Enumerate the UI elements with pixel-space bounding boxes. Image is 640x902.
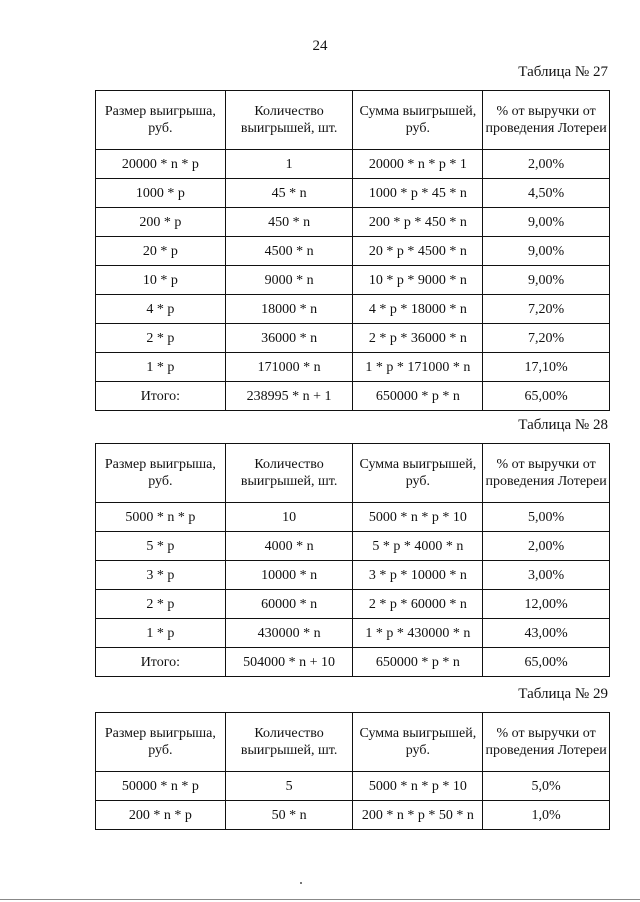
cell-prize-sum: 1 * p * 430000 * n (353, 619, 483, 648)
cell-prize-sum: 3 * p * 10000 * n (353, 561, 483, 590)
cell-prize-size: 20 * p (96, 237, 226, 266)
header-prize-sum: Сумма выигрышей, руб. (353, 713, 483, 772)
cell-total-count: 238995 * n + 1 (225, 382, 353, 411)
cell-prize-size: 10 * p (96, 266, 226, 295)
cell-prize-sum: 1000 * p * 45 * n (353, 179, 483, 208)
cell-prize-count: 1 (225, 150, 353, 179)
table-row (96, 619, 610, 648)
table-row (96, 353, 610, 382)
cell-prize-count: 60000 * n (225, 590, 353, 619)
table-28-caption: Таблица № 28 (518, 417, 608, 433)
table-row (96, 590, 610, 619)
cell-prize-count: 18000 * n (225, 295, 353, 324)
cell-prize-size: 3 * p (96, 561, 226, 590)
cell-revenue-percent: 9,00% (483, 237, 610, 266)
table-row (96, 503, 610, 532)
table-row (96, 532, 610, 561)
cell-revenue-percent: 3,00% (483, 561, 610, 590)
table-row (96, 324, 610, 353)
cell-prize-count: 4000 * n (225, 532, 353, 561)
cell-total-sum: 650000 * p * n (353, 648, 483, 677)
cell-prize-count: 5 (225, 772, 353, 801)
cell-prize-sum: 1 * p * 171000 * n (353, 353, 483, 382)
header-prize-sum: Сумма выигрышей, руб. (353, 444, 483, 503)
cell-prize-count: 9000 * n (225, 266, 353, 295)
page-number: 24 (312, 38, 328, 54)
table-row (96, 772, 610, 801)
cell-total-count: 504000 * n + 10 (225, 648, 353, 677)
cell-prize-count: 10000 * n (225, 561, 353, 590)
cell-prize-sum: 2 * p * 60000 * n (353, 590, 483, 619)
cell-revenue-percent: 4,50% (483, 179, 610, 208)
cell-prize-size: 5000 * n * p (96, 503, 226, 532)
cell-prize-sum: 20000 * n * p * 1 (353, 150, 483, 179)
table-row (96, 150, 610, 179)
table-row (96, 208, 610, 237)
cell-revenue-percent: 2,00% (483, 532, 610, 561)
table-row (96, 561, 610, 590)
header-prize-sum: Сумма выигрышей, руб. (353, 91, 483, 150)
cell-prize-count: 430000 * n (225, 619, 353, 648)
cell-prize-sum: 4 * p * 18000 * n (353, 295, 483, 324)
cell-revenue-percent: 5,0% (483, 772, 610, 801)
header-prize-size: Размер выигрыша, руб. (96, 444, 226, 503)
cell-prize-count: 450 * n (225, 208, 353, 237)
cell-revenue-percent: 9,00% (483, 266, 610, 295)
cell-prize-size: 4 * p (96, 295, 226, 324)
cell-prize-count: 4500 * n (225, 237, 353, 266)
cell-prize-count: 36000 * n (225, 324, 353, 353)
cell-prize-size: 1 * p (96, 619, 226, 648)
cell-total-label: Итого: (96, 648, 226, 677)
cell-prize-sum: 5 * p * 4000 * n (353, 532, 483, 561)
cell-prize-sum: 2 * p * 36000 * n (353, 324, 483, 353)
cell-revenue-percent: 12,00% (483, 590, 610, 619)
cell-prize-count: 171000 * n (225, 353, 353, 382)
table-row (96, 266, 610, 295)
header-revenue-percent: % от выручки от проведения Лотереи (483, 713, 610, 772)
cell-prize-sum: 5000 * n * p * 10 (353, 772, 483, 801)
table-row (96, 237, 610, 266)
cell-prize-sum: 5000 * n * p * 10 (353, 503, 483, 532)
header-revenue-percent: % от выручки от проведения Лотереи (483, 91, 610, 150)
cell-revenue-percent: 1,0% (483, 801, 610, 830)
table-29-caption: Таблица № 29 (518, 686, 608, 702)
cell-revenue-percent: 2,00% (483, 150, 610, 179)
cell-prize-count: 10 (225, 503, 353, 532)
prize-table-27 (95, 90, 610, 411)
table-header-row (96, 444, 610, 503)
cell-total-label: Итого: (96, 382, 226, 411)
header-revenue-percent: % от выручки от проведения Лотереи (483, 444, 610, 503)
cell-revenue-percent: 17,10% (483, 353, 610, 382)
cell-prize-size: 50000 * n * p (96, 772, 226, 801)
cell-prize-size: 1 * p (96, 353, 226, 382)
table-header-row (96, 713, 610, 772)
table-27-caption: Таблица № 27 (518, 64, 608, 80)
cell-prize-sum: 10 * p * 9000 * n (353, 266, 483, 295)
page-bottom-edge (0, 899, 640, 900)
cell-prize-sum: 200 * n * p * 50 * n (353, 801, 483, 830)
cell-revenue-percent: 43,00% (483, 619, 610, 648)
header-prize-count: Количество выигрышей, шт. (225, 713, 353, 772)
cell-prize-size: 200 * p (96, 208, 226, 237)
table-row (96, 295, 610, 324)
table-row (96, 801, 610, 830)
cell-total-sum: 650000 * p * n (353, 382, 483, 411)
cell-prize-sum: 200 * p * 450 * n (353, 208, 483, 237)
cell-prize-sum: 20 * p * 4500 * n (353, 237, 483, 266)
cell-prize-size: 2 * p (96, 590, 226, 619)
table-header-row (96, 91, 610, 150)
cell-revenue-percent: 5,00% (483, 503, 610, 532)
cell-prize-count: 45 * n (225, 179, 353, 208)
header-prize-count: Количество выигрышей, шт. (225, 91, 353, 150)
header-prize-size: Размер выигрыша, руб. (96, 91, 226, 150)
cell-prize-size: 5 * p (96, 532, 226, 561)
prize-table-28 (95, 443, 610, 677)
cell-prize-size: 1000 * p (96, 179, 226, 208)
cell-revenue-percent: 7,20% (483, 324, 610, 353)
table-total-row (96, 382, 610, 411)
prize-table-29 (95, 712, 610, 830)
cell-prize-size: 2 * p (96, 324, 226, 353)
header-prize-count: Количество выигрышей, шт. (225, 444, 353, 503)
cell-revenue-percent: 7,20% (483, 295, 610, 324)
scan-speck (300, 882, 302, 884)
cell-prize-size: 20000 * n * p (96, 150, 226, 179)
cell-prize-size: 200 * n * p (96, 801, 226, 830)
table-total-row (96, 648, 610, 677)
table-row (96, 179, 610, 208)
cell-revenue-percent: 9,00% (483, 208, 610, 237)
header-prize-size: Размер выигрыша, руб. (96, 713, 226, 772)
cell-total-percent: 65,00% (483, 382, 610, 411)
cell-prize-count: 50 * n (225, 801, 353, 830)
cell-total-percent: 65,00% (483, 648, 610, 677)
